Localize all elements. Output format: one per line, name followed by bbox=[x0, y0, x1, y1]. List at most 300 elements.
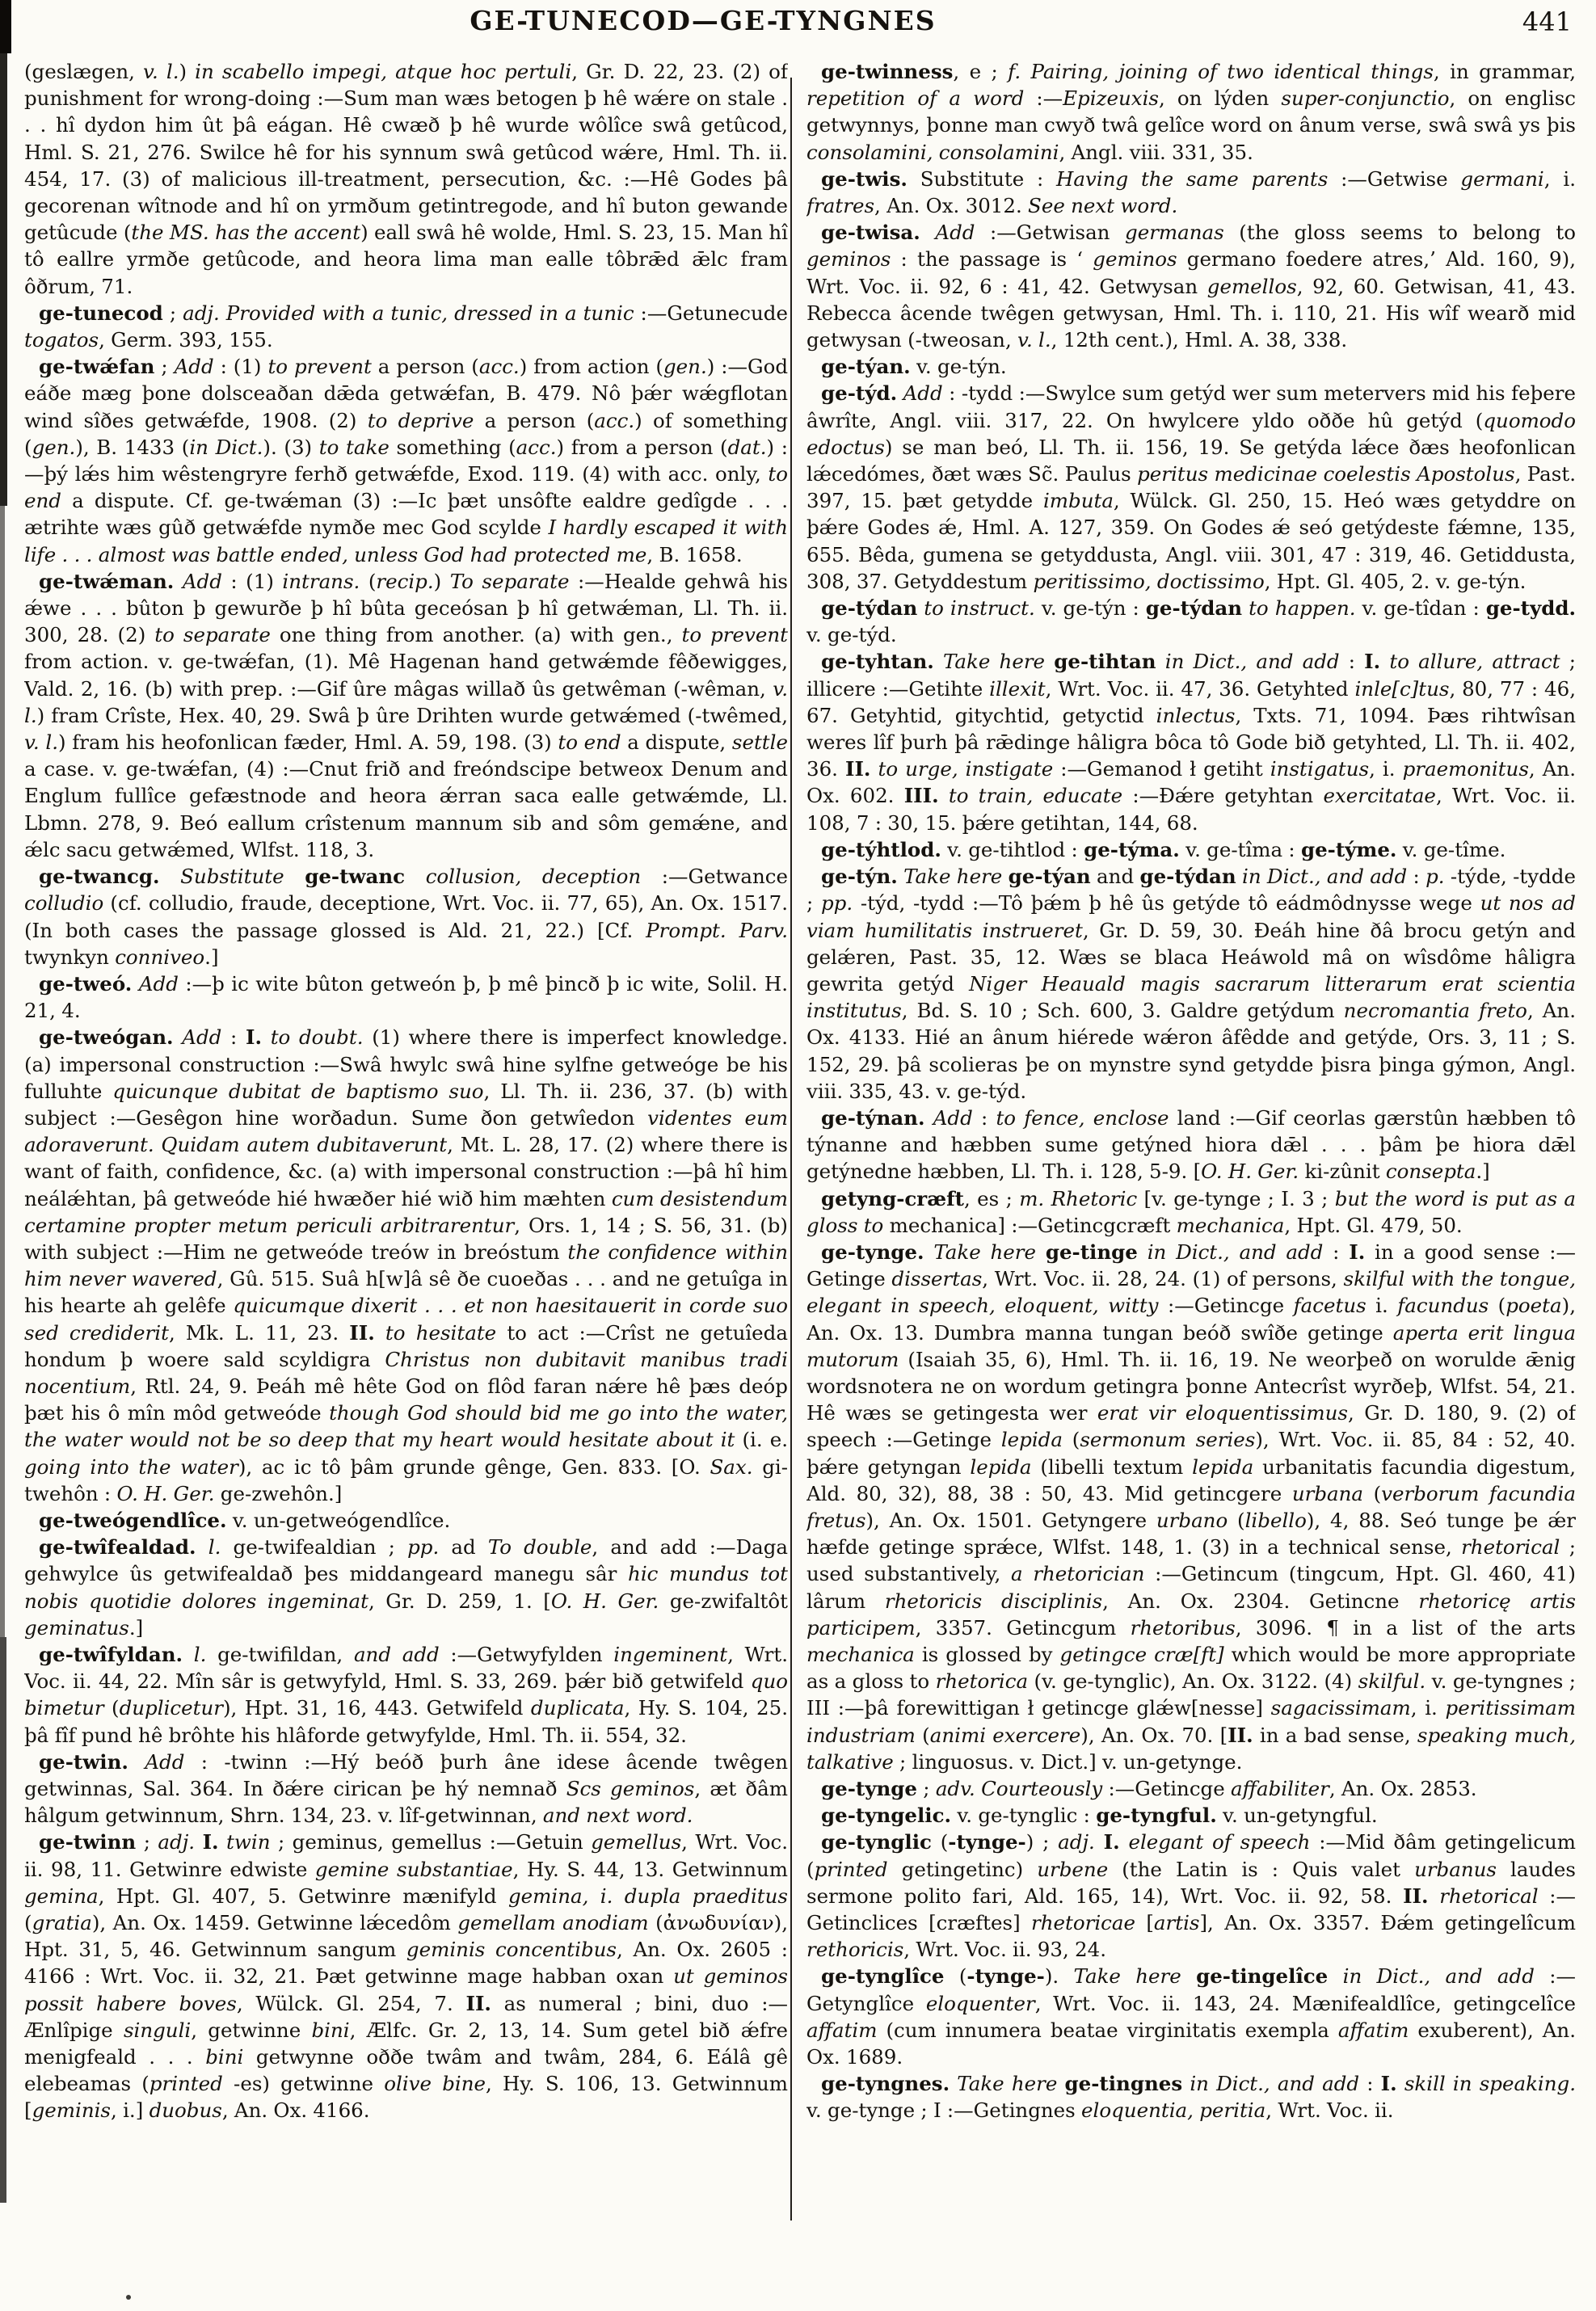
text-run: urbanitatis facundia digestum, Ald. 80, 32), 88, 38 : 50, 43. Mid getincgere bbox=[806, 1454, 1576, 1505]
text-run: in Dict. bbox=[189, 435, 263, 459]
text-run bbox=[1156, 650, 1165, 673]
text-run bbox=[897, 381, 903, 405]
text-run: (1) where there is imperfect knowledge. (a) impersonal construction :—Swâ hwylc swâ hine sylfne getweóge be his fulluhte bbox=[24, 1025, 788, 1103]
text-run bbox=[195, 1830, 202, 1854]
headword: getyng-cræft bbox=[821, 1186, 964, 1210]
dictionary-entry bbox=[24, 863, 788, 970]
headword: ge-tunecod bbox=[39, 301, 163, 325]
text-run: v. ge-tîdan : bbox=[1355, 596, 1486, 621]
text-run: Having the same parents bbox=[1056, 166, 1329, 191]
text-run: a person ( bbox=[474, 408, 595, 432]
text-run: ) fram Crîste, Hex. 40, 29. Swâ þ ûre Drihten wurde getwǽmed (-twêmed, bbox=[36, 703, 788, 727]
text-run: See next word. bbox=[1028, 194, 1178, 218]
text-run: ( bbox=[1062, 1428, 1080, 1452]
text-run: urbanus bbox=[1414, 1857, 1497, 1881]
text-run: : -tydd :—Swylce sum getýd wer sum metervers mid his feþere âwrîte, Angl. viii. 317, 22. On hwylcere yldo oððe hû getýd ( bbox=[806, 381, 1576, 432]
text-run: quo bimetur bbox=[24, 1669, 788, 1720]
scan-artifact-left-edge bbox=[0, 506, 5, 1637]
headword: ge-týhtlod. bbox=[821, 837, 941, 861]
text-run: ), An. Ox. 1459. Getwinne lǽcedôm bbox=[91, 1911, 458, 1935]
text-run: cum desistendum certamine propter metum periculi arbitrarentur bbox=[24, 1186, 788, 1237]
text-run bbox=[128, 1750, 145, 1774]
text-run: elegant of speech bbox=[1128, 1830, 1311, 1854]
headword: ge-twancg. bbox=[39, 865, 160, 889]
text-run: ( bbox=[24, 1911, 32, 1935]
text-run: , Ælfc. Gr. 2, 13, 14. Sum getel bið ǽfre menigfeald . . . bbox=[24, 2018, 788, 2069]
text-run bbox=[1138, 1240, 1148, 1264]
text-run: , i. bbox=[1543, 166, 1576, 191]
text-run: Take here bbox=[957, 2072, 1058, 2096]
text-run: v. un-getyngful. bbox=[1216, 1804, 1378, 1828]
headword: ge-tydd. bbox=[1485, 596, 1576, 621]
text-run: to hesitate bbox=[385, 1320, 497, 1345]
text-run: [ bbox=[1135, 1911, 1154, 1935]
text-run: in Dict., and add bbox=[1164, 650, 1340, 674]
dictionary-entry bbox=[806, 595, 1576, 648]
text-run: ( bbox=[1228, 1508, 1245, 1532]
text-run: gemina, i. dupla praeditus bbox=[507, 1884, 788, 1908]
text-run: , on lýden bbox=[1158, 86, 1282, 111]
text-run: , Gr. D. 180, 9. (2) of speech :—Getinge bbox=[806, 1401, 1576, 1452]
text-run: : bbox=[1339, 650, 1365, 674]
text-run: to take bbox=[318, 435, 390, 459]
dictionary-entry bbox=[24, 1749, 788, 1829]
text-run bbox=[1002, 865, 1008, 888]
running-title: GE-TUNECOD—GE-TYNGNES bbox=[470, 5, 937, 36]
scan-artifact-left-edge bbox=[0, 53, 7, 506]
text-run: v. l. bbox=[24, 676, 788, 727]
text-run: facundus bbox=[1397, 1294, 1489, 1318]
dictionary-entry bbox=[24, 58, 788, 300]
text-run: videntes eum adoraverunt. Quidam autem dubitaverunt bbox=[24, 1105, 788, 1157]
text-run bbox=[950, 2072, 957, 2095]
text-run: animi exercere bbox=[929, 1723, 1081, 1747]
text-run: a rhetorician bbox=[1011, 1562, 1145, 1586]
text-run: verborum facundia fretus bbox=[806, 1481, 1576, 1532]
text-run: v. ge-tynglic : bbox=[951, 1804, 1097, 1828]
text-run: I hardly escaped it with life . . . almost was battle ended, unless God had protected me bbox=[24, 516, 788, 566]
text-run: repetition of a word bbox=[806, 86, 1025, 111]
text-run: singuli bbox=[123, 2018, 192, 2042]
text-run: : bbox=[972, 1105, 996, 1130]
headword: II. bbox=[349, 1320, 375, 1345]
headword: ge-tynge bbox=[821, 1777, 917, 1800]
text-run: , 12th cent.), Hml. A. 38, 338. bbox=[1051, 328, 1348, 352]
text-run: :—Getincge bbox=[1158, 1294, 1294, 1318]
text-run: inlectus bbox=[1156, 703, 1236, 727]
dictionary-entry bbox=[806, 1802, 1576, 1829]
text-run: peritissimam industriam bbox=[806, 1696, 1576, 1747]
text-run: ), An. Ox. 1501. Getyngere bbox=[865, 1508, 1156, 1532]
text-run: O. H. Ger. bbox=[116, 1481, 215, 1505]
text-run: ; linguosus. v. Dict.] v. un-getynge. bbox=[893, 1749, 1243, 1774]
headword: III. bbox=[903, 784, 939, 808]
text-run bbox=[1120, 1830, 1129, 1854]
text-run: , Hy. S. 106, 13. Getwinnum [ bbox=[24, 2072, 788, 2123]
headword: ge-tyhtan. bbox=[821, 650, 934, 674]
text-run: colludio bbox=[24, 891, 104, 916]
text-run: sagacissimam bbox=[1270, 1696, 1411, 1720]
text-run: and add bbox=[353, 1642, 440, 1666]
text-run: Add bbox=[933, 1105, 973, 1130]
text-run: i. bbox=[1366, 1294, 1398, 1318]
text-run: germano foedere atres,’ Ald. 160, 9), Wrt. Voc. ii. 92, 6 : 41, 42. Getwysan bbox=[806, 247, 1576, 298]
text-run: :—Getwise bbox=[1328, 166, 1461, 191]
text-run: inle[c]tus bbox=[1354, 676, 1450, 701]
text-run: ( bbox=[103, 1696, 120, 1720]
text-run: intrans. bbox=[282, 569, 360, 593]
headword: I. bbox=[1364, 650, 1381, 674]
headword: -tynge- bbox=[948, 1830, 1026, 1854]
text-run: ut nos ad viam humilitatis instrueret bbox=[806, 891, 1576, 942]
text-run: , getwinne bbox=[191, 2018, 312, 2042]
headword: ge-týnan. bbox=[821, 1105, 925, 1130]
text-run: (libelli textum bbox=[1031, 1454, 1193, 1479]
text-run: gen. bbox=[663, 355, 707, 379]
text-run: :—Healde gehwâ his ǽwe . . . bûton þ gewurðe þ hî bûta geceósan þ hî getwǽman, Ll. Th. ii. 300, 28. (2) bbox=[24, 569, 788, 647]
text-run: , Wrt. Voc. ii. 47, 36. Getyhted bbox=[1045, 676, 1355, 701]
text-run: to act :—Crîst ne getuîeda hondum þ woere sald scyldigra bbox=[24, 1320, 788, 1371]
text-run: urbano bbox=[1156, 1508, 1228, 1532]
dictionary-entry bbox=[24, 970, 788, 1024]
text-run: , An. Ox. 602. bbox=[806, 757, 1576, 808]
text-run: gratia bbox=[32, 1911, 92, 1935]
text-run: the confidence within him never wavered bbox=[24, 1240, 788, 1291]
text-run: consolamini, consolamini bbox=[806, 140, 1059, 164]
dictionary-entry bbox=[806, 648, 1576, 836]
column-divider-rule bbox=[790, 78, 792, 2220]
left-column bbox=[24, 58, 788, 2288]
dictionary-entry bbox=[24, 1829, 788, 2124]
text-run: quicumque dixerit . . . et non haesitauerit in corde suo sed crediderit bbox=[24, 1294, 788, 1345]
text-run: , An. Ox. 2853. bbox=[1329, 1777, 1477, 1800]
dictionary-entry bbox=[806, 58, 1576, 166]
text-run: consepta bbox=[1385, 1160, 1476, 1184]
text-run: ], An. Ox. 3357. Ðǽm getingelîcum bbox=[1199, 1911, 1576, 1935]
text-run: ), ac ic tô þâm grunde gênge, Gen. 833. [O. bbox=[238, 1454, 710, 1479]
text-run: Prompt. Parv. bbox=[646, 918, 788, 942]
text-run: , Gr. D. 259, 1. [ bbox=[368, 1589, 551, 1613]
text-run: : bbox=[1407, 865, 1426, 889]
text-run: adj. bbox=[158, 1830, 196, 1854]
text-run: ; bbox=[916, 1777, 936, 1800]
text-run: facetus bbox=[1293, 1294, 1366, 1318]
text-run: .] bbox=[128, 1615, 144, 1640]
text-run bbox=[1182, 2072, 1190, 2095]
text-run: ; bbox=[162, 301, 183, 325]
text-run: urbene bbox=[1037, 1857, 1109, 1881]
text-run: Niger Heauald magis sacrarum litterarum erat scientia institutus bbox=[806, 971, 1576, 1023]
headword: II. bbox=[465, 1991, 491, 2015]
headword: ge-twin. bbox=[39, 1749, 128, 1774]
text-run: skilful with the tongue, elegant in speech, eloquent, witty bbox=[806, 1267, 1576, 1318]
text-run: Substitute : bbox=[907, 166, 1057, 191]
text-run: gen. bbox=[32, 435, 76, 459]
text-run: : (1) bbox=[221, 569, 283, 593]
text-run: , 80, 77 : 46, 67. Getyhtid, gitychtid, getyctid bbox=[806, 676, 1576, 727]
headword: I. bbox=[202, 1830, 219, 1854]
headword: ge-týma. bbox=[1084, 837, 1180, 861]
text-run: affatim bbox=[806, 2018, 878, 2042]
text-run: , Hpt. Gl. 479, 50. bbox=[1284, 1213, 1463, 1237]
text-run: duplicata bbox=[530, 1696, 625, 1720]
text-run: rhetoricae bbox=[1031, 1911, 1135, 1935]
text-run: Take here bbox=[903, 865, 1003, 889]
text-run: ge-twifealdian ; bbox=[221, 1535, 408, 1560]
text-run: instigatus bbox=[1270, 757, 1370, 781]
text-run: ), An. Ox. 70. [ bbox=[1080, 1723, 1228, 1747]
text-run: gemellus bbox=[591, 1830, 682, 1854]
text-run: lepida bbox=[970, 1454, 1032, 1479]
text-run: Add bbox=[145, 1749, 185, 1774]
headword: ge-twinn bbox=[39, 1830, 137, 1854]
text-run bbox=[262, 1025, 271, 1049]
text-run: going into the water bbox=[24, 1454, 238, 1479]
text-run: , An. Ox. 3012. bbox=[874, 194, 1029, 218]
text-run: v. l. bbox=[1017, 328, 1051, 352]
headword: ge-twinness bbox=[821, 60, 954, 83]
text-run: as numeral ; bini, duo :—Ænlîpige bbox=[24, 1991, 788, 2042]
text-run: ge-zwehôn.] bbox=[214, 1481, 343, 1505]
dictionary-entry bbox=[806, 380, 1576, 595]
dictionary-entry bbox=[806, 1239, 1576, 1775]
dictionary-entry bbox=[24, 353, 788, 568]
text-run: necromantia freto bbox=[1343, 999, 1527, 1023]
text-run bbox=[284, 865, 305, 888]
text-run: Epizeuxis bbox=[1063, 86, 1159, 111]
text-run: , 92, 60. Getwisan, 41, 43. Rebecca âcende twêgen getwysan, Hml. Th. i. 110, 21. His wîf wearð mid getwysan (-tweosan, bbox=[806, 274, 1576, 352]
text-run: lepida bbox=[1192, 1454, 1254, 1479]
dictionary-entry bbox=[806, 2070, 1576, 2124]
text-run: :—þ ic wite bûton getweón þ, þ mê þincð þ ic wite, Solil. H. 21, 4. bbox=[24, 971, 788, 1023]
text-run: peritissimo, doctissimo bbox=[1033, 569, 1265, 593]
text-run: :—Getwisan bbox=[975, 221, 1126, 245]
text-run: poeta bbox=[1505, 1294, 1562, 1318]
text-run bbox=[924, 1106, 933, 1130]
text-run: (the Latin is : Quis valet bbox=[1108, 1857, 1415, 1881]
headword: ge-týan bbox=[1008, 865, 1091, 889]
text-run: ge-zwifaltôt bbox=[659, 1589, 788, 1613]
text-run: adj. bbox=[1058, 1830, 1095, 1854]
text-run: ) fram his heofonlican fæder, Hml. A. 59, 198. (3) bbox=[58, 730, 558, 755]
text-run: olive bine bbox=[384, 2072, 486, 2096]
dictionary-entry bbox=[806, 219, 1576, 353]
text-run: praemonitus bbox=[1402, 757, 1529, 781]
dictionary-entry bbox=[24, 300, 788, 353]
text-run: land :—Gif ceorlas gærstûn hæbben tô týnanne and hæbben sume getýned hiora dǣl . . . þâm þe hiora dǣl getýnedne hæbben, Ll. Th. i. 128, 5-9. [ bbox=[806, 1105, 1576, 1184]
headword: ge-twǽman. bbox=[39, 569, 175, 593]
text-run: l. bbox=[208, 1535, 221, 1560]
text-run: v. l. bbox=[24, 730, 59, 755]
text-run: Add bbox=[182, 569, 222, 593]
headword: II. bbox=[845, 757, 871, 781]
text-run bbox=[1242, 596, 1249, 620]
text-run: , Hy. S. 104, 25. þâ fîf pund hê brôhte his hlâforde getwyfylde, Hml. Th. ii. 554, 32. bbox=[24, 1696, 788, 1747]
headword: ge-týdan bbox=[821, 596, 918, 621]
text-run: ) eall swâ hê wolde, Hml. S. 23, 15. Man hî tô eallre yrmðe getûcode, and heora lima man ealle tôbrǣd ǣlc fram ôðrum, 71. bbox=[24, 221, 788, 298]
text-run: , Hpt. Gl. 405, 2. v. ge-týn. bbox=[1264, 569, 1527, 593]
text-run: O. H. Ger. bbox=[550, 1589, 659, 1613]
text-run: v. ge-tihtlod : bbox=[941, 837, 1084, 861]
text-run: , 3096. ¶ in a list of the arts bbox=[1235, 1615, 1576, 1640]
text-run: , Wrt. Voc. ii. 44, 22. Mîn sâr is getwyfyld, Hml. S. 33, 269. þǽr bið getwifeld bbox=[24, 1642, 788, 1694]
text-run: O. H. Ger. bbox=[1201, 1160, 1299, 1184]
text-run: settle bbox=[731, 730, 788, 755]
headword: ge-tynglîce bbox=[821, 1964, 945, 1989]
text-run: , Germ. 393, 155. bbox=[99, 328, 273, 352]
headword: ge-twîfyldan. bbox=[39, 1642, 183, 1666]
text-run: rhetoricis disciplinis bbox=[884, 1589, 1103, 1613]
text-run: ), Wrt. Voc. ii. 85, 84 : 52, 40. þǽre getyngan bbox=[806, 1428, 1576, 1479]
text-run: dat. bbox=[727, 435, 767, 459]
text-run: rethoricis bbox=[806, 1938, 904, 1962]
dictionary-entry bbox=[24, 1534, 788, 1641]
text-run: rhetoribus bbox=[1130, 1615, 1236, 1640]
text-run: Add bbox=[182, 1025, 222, 1050]
text-run: v. ge-tîme. bbox=[1396, 837, 1506, 861]
text-run: :—Gemanod ł getiht bbox=[1053, 757, 1270, 781]
text-run: aperta erit lingua mutorum bbox=[806, 1320, 1576, 1371]
text-run: -týd, -tydd :—Tô þǽm þ hê ûs getýde tô eádmôdnysse wege bbox=[853, 891, 1480, 916]
text-run: geminatus bbox=[24, 1615, 129, 1640]
text-run: .] bbox=[204, 945, 219, 969]
text-run: to allure, attract bbox=[1389, 650, 1560, 674]
text-run: mechanica] :—Getincgcræft bbox=[883, 1213, 1177, 1237]
text-run bbox=[939, 784, 949, 807]
text-run: ad bbox=[439, 1535, 488, 1560]
text-run: , on englisc getwynnys, þonne man cwyð twâ gelîce word on ânum verse, swâ swâ ys þis bbox=[806, 86, 1576, 137]
text-run: v. ge-týn : bbox=[1034, 596, 1146, 621]
headword: II. bbox=[1228, 1723, 1253, 1747]
text-run: in Dict., and add bbox=[1190, 2072, 1360, 2096]
text-run: Add bbox=[174, 355, 214, 379]
dictionary-entry bbox=[806, 863, 1576, 1105]
text-run: something ( bbox=[389, 435, 516, 459]
text-run: .] bbox=[1476, 1160, 1490, 1184]
text-run: getingetinc) bbox=[887, 1857, 1038, 1881]
headword: ge-týd. bbox=[821, 381, 898, 406]
text-run: ingeminent bbox=[613, 1642, 728, 1666]
text-run: ) :—God eáðe mæg þone dolsceaðan dǣda getwǽfan, B. 479. Nô þǽr wǽgflotan wind sîðes getwǽfde, 1908. (2) bbox=[24, 355, 788, 432]
text-run: To separate bbox=[449, 569, 570, 593]
text-run: ) from a person ( bbox=[556, 435, 728, 459]
headword: ge-týdan bbox=[1145, 596, 1243, 621]
text-run: artis bbox=[1153, 1911, 1200, 1935]
text-run: gi-twehôn : bbox=[24, 1454, 788, 1505]
text-run bbox=[1328, 1964, 1342, 1988]
text-run: urbana bbox=[1291, 1481, 1364, 1505]
text-run: , i. bbox=[1410, 1696, 1446, 1720]
text-run: , Wülck. Gl. 254, 7. bbox=[236, 1991, 466, 2015]
text-run: , e ; bbox=[953, 60, 1009, 83]
text-run: quicunque dubitat de baptismo suo bbox=[112, 1079, 484, 1103]
text-run: fratres bbox=[806, 194, 875, 218]
headword: ge-týan. bbox=[821, 355, 911, 379]
text-run: togatos bbox=[24, 328, 99, 352]
text-run bbox=[1429, 1884, 1440, 1908]
text-run: gemine substantiae bbox=[314, 1857, 513, 1881]
text-run: gemina bbox=[24, 1884, 99, 1908]
text-run: ), Hpt. 31, 16, 443. Getwifeld bbox=[222, 1696, 531, 1720]
text-run: :—Getinclices [cræftes] bbox=[806, 1884, 1576, 1935]
text-run: printed bbox=[814, 1857, 888, 1881]
text-run: printed bbox=[149, 2072, 223, 2096]
text-run: to fence, enclose bbox=[996, 1105, 1169, 1130]
text-run: skill in speaking. bbox=[1404, 2072, 1576, 2096]
text-run: to end bbox=[558, 730, 621, 755]
text-run: adv. Courteously bbox=[935, 1777, 1103, 1800]
text-run: ut geminos possit habere boves bbox=[24, 1964, 788, 2015]
text-run: collusion, deception bbox=[425, 865, 642, 889]
text-run: exuberent), An. Ox. 1689. bbox=[806, 2018, 1576, 2069]
text-run bbox=[174, 1025, 183, 1049]
text-run: :—Getincge bbox=[1102, 1777, 1232, 1800]
text-run: , Gr. D. 22, 23. (2) of punishment for wrong-doing :—Sum man wæs betogen þ hê wǽre on stale . . . hî dydon him ût þâ eágan. Hê cwæð þ hê wurde wôlîce swâ getûcod, Hml. S. 21, 276. Swilce hê for his synnum swâ getûcod wǽre, Hml. Th. ii. 454, 17. (3) of malicious ill-treatment, persecution, &c. :—Hê Godes þâ gecorenan wîtnode and hî on yrmðum getintregode, and hî buton gewande getûcude ( bbox=[24, 60, 788, 245]
text-run: (geslægen, bbox=[24, 60, 144, 83]
text-run: ) :—þý lǽs him wêstengryre ferhð getwǽfde, Exod. 119. (4) with acc. only, bbox=[24, 435, 788, 486]
text-run bbox=[196, 1535, 208, 1559]
text-run: l. bbox=[193, 1642, 207, 1666]
text-run: twin bbox=[226, 1830, 271, 1854]
text-run: imbuta bbox=[1042, 489, 1114, 513]
text-run: ; illicere :—Getihte bbox=[806, 650, 1576, 701]
text-run: :—Mid ðâm getingelicum ( bbox=[806, 1830, 1576, 1881]
headword: ge-týme. bbox=[1300, 837, 1397, 861]
text-run: : bbox=[1359, 2072, 1381, 2096]
text-run bbox=[219, 1830, 226, 1854]
text-run: (v. ge-tynglic), An. Ox. 3122. (4) bbox=[1028, 1669, 1358, 1694]
text-run: ki-zûnit bbox=[1299, 1160, 1386, 1184]
dictionary-entry bbox=[806, 166, 1576, 219]
text-run: bini bbox=[205, 2045, 244, 2069]
text-run: , Wülck. Gl. 250, 15. Heó wæs getyddre on þǽre Godes ǽ, Hml. A. 127, 359. On Godes ǽ seó getýdeste fǽmne, 135, 655. Bêda, gumena se getyddusta, Angl. viii. 301, 47 : 319, 46. Getiddusta, 308, 37. Getyddestum bbox=[806, 489, 1576, 593]
scan-artifact-dot bbox=[126, 2295, 131, 2300]
text-run: : -twinn :—Hý beóð þurh âne idese âcende twêgen getwinnas, Sal. 364. In ðǽre cirican þe hý nemnað bbox=[24, 1749, 788, 1800]
text-run: , Hy. S. 44, 13. Getwinnum bbox=[512, 1857, 788, 1881]
text-run: in Dict., and add bbox=[1242, 865, 1408, 889]
text-run: geminos bbox=[806, 247, 891, 272]
text-run: , Mk. L. 11, 23. bbox=[168, 1320, 350, 1345]
text-run: (ἀνωδυνίαν), Hpt. 31, 5, 46. Getwinnum sangum bbox=[24, 1911, 788, 1962]
text-run: germani bbox=[1460, 166, 1544, 191]
headword: ge-twǽfan bbox=[39, 355, 155, 379]
text-run: , Gr. D. 59, 30. Ðeáh hine ðâ brocu getýn and gelǽren, Past. 35, 12. Wæs se blaca Heáwold mâ on wîsdôme hâligra gewrita getýd bbox=[806, 918, 1576, 996]
text-run: , Wrt. Voc. ii. 108, 7 : 30, 15. þǽre getihtan, 144, 68. bbox=[806, 784, 1576, 835]
text-run: in a good sense :—Getinge bbox=[806, 1240, 1576, 1291]
dictionary-entry bbox=[24, 1024, 788, 1507]
text-run: Add bbox=[138, 971, 179, 996]
text-run bbox=[1036, 1240, 1046, 1264]
text-run: gemellam anodiam bbox=[457, 1911, 649, 1935]
text-run bbox=[1397, 2072, 1404, 2095]
text-run: geminis bbox=[32, 2098, 112, 2123]
text-run: from action. v. ge-twǽfan, (1). Mê Hagenan hand getwǽmde fêðewigges, Vald. 2, 16. (b) with prep. :—Gif ûre mâgas willað ûs getwêman (-wêman, bbox=[24, 650, 788, 701]
dictionary-entry bbox=[806, 1105, 1576, 1185]
text-run: (cf. colludio, fraude, deceptione, Wrt. Voc. ii. 77, 65), An. Ox. 1517. (In both cases the passage glossed is Ald. 21, 22.) [Cf. bbox=[24, 891, 788, 942]
dictionary-entry bbox=[806, 1963, 1576, 2070]
headword: ge-tyngful. bbox=[1096, 1804, 1217, 1828]
text-run: geminis concentibus bbox=[406, 1938, 617, 1962]
text-run: (Isaiah 35, 6), Hml. Th. ii. 16, 19. Ne weorþeð on worulde ǣnig wordsnotera ne on wordum getingra þonne Antecrîst wyrðeþ, Wlfst. 54, 21. Hê wæs se getingesta wer bbox=[806, 1347, 1576, 1425]
text-run: in Dict., and add bbox=[1342, 1964, 1535, 1989]
text-run: pp. bbox=[820, 891, 853, 916]
text-run: ) of something ( bbox=[24, 408, 788, 459]
text-run: v. un-getweógendlîce. bbox=[226, 1508, 451, 1532]
text-run: eloquenter bbox=[925, 1991, 1035, 2015]
dictionary-entry bbox=[806, 1185, 1576, 1239]
text-run: :—Ðǽre getyhtan bbox=[1122, 784, 1324, 808]
text-run: peritus medicinae coelestis Apostolus bbox=[1137, 462, 1515, 486]
